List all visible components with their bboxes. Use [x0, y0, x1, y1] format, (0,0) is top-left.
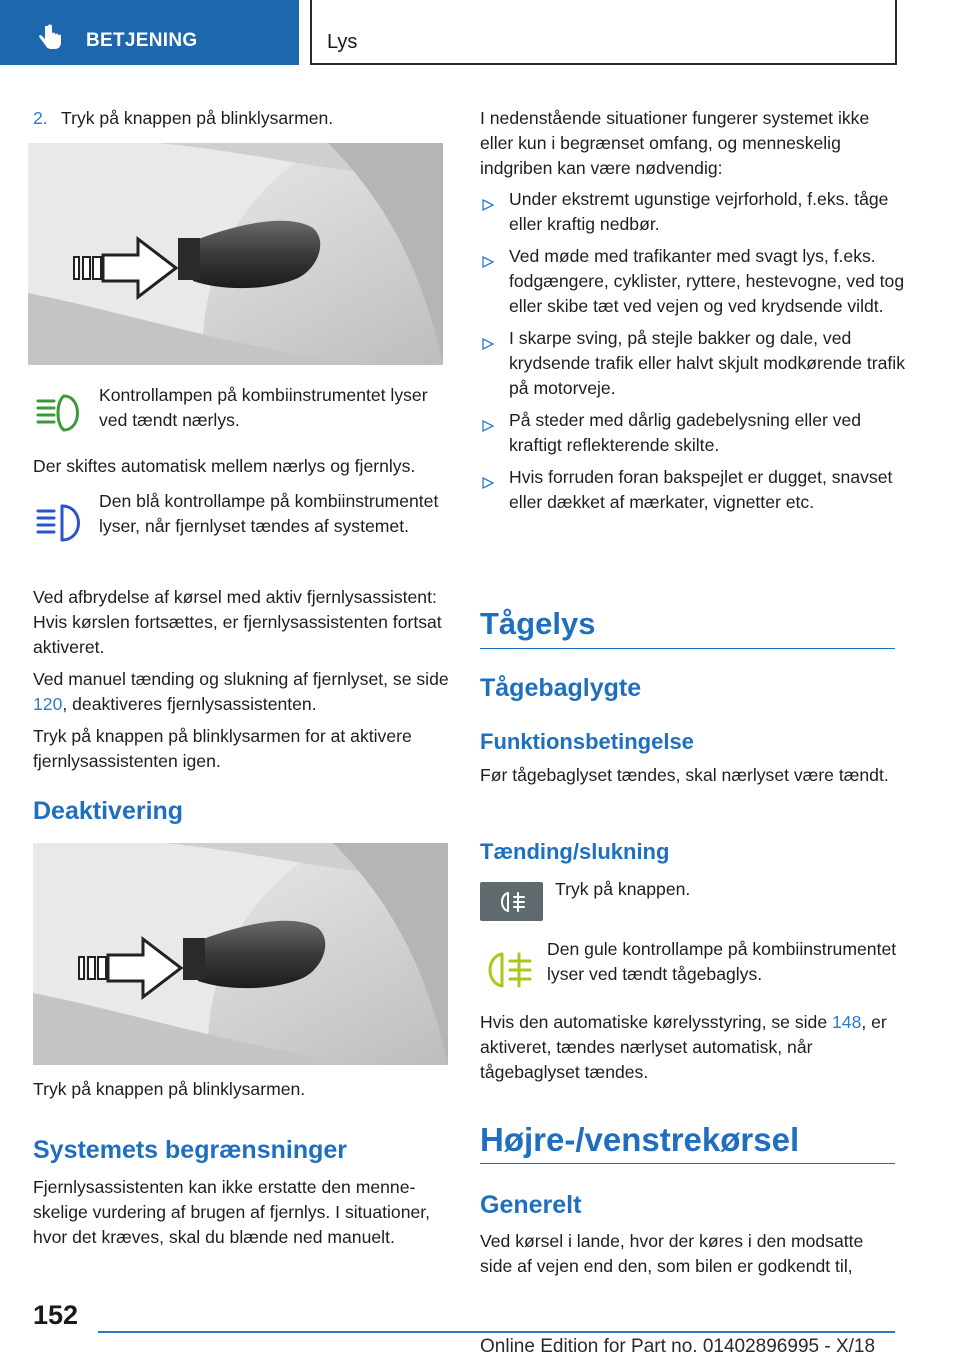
limitations-list	[480, 187, 910, 522]
list-item	[480, 465, 910, 515]
triangle-bullet-icon	[482, 414, 494, 439]
heading-rule	[480, 1163, 895, 1164]
page-number: 152	[33, 1300, 79, 1330]
high-beam-indicator-text: Den blå kontrollampe på kombiinstrumentet lyser, når fjernlyset tændes af systemet.	[99, 491, 439, 536]
footer-edition: Online Edition for Part no. 01402896995 - X/18	[480, 1336, 876, 1357]
section-tab[interactable]	[0, 0, 299, 65]
list-item-text: Ved møde med trafikanter med svagt lys, f.eks. fodgængere, cyklister, ryttere, hestevogne, ved tog eller skibe tæt ved vejen og ved krydsende vildt.	[509, 246, 905, 316]
list-item	[480, 187, 910, 237]
list-item-text: Hvis forruden foran bakspejlet er dugget, snavset eller dækket af mærkater, vignetter etc.	[509, 467, 893, 512]
list-item-text: På steder med dårlig gadebelysning eller ved kraftigt reflekterende skilte.	[509, 410, 862, 455]
chapter-header	[310, 0, 897, 65]
press-button-text: Tryk på knappen.	[555, 879, 691, 899]
list-item	[480, 326, 910, 401]
para-manual	[33, 667, 453, 717]
turn-signal-lever-photo	[28, 143, 443, 365]
caption-deaktivering: Tryk på knappen på blinklysarmen.	[33, 1079, 306, 1099]
hand-pointer-icon	[38, 24, 64, 57]
triangle-bullet-icon	[482, 471, 494, 496]
para-interrupt: Ved afbrydelse af kørsel med aktiv fjernlysassistent: Hvis kørslen fortsættes, er fjernlysassistenten fortsat aktiveret.	[33, 587, 442, 657]
rear-fog-light-button[interactable]	[480, 882, 543, 921]
triangle-bullet-icon	[482, 250, 494, 275]
turn-signal-lever-photo-2	[33, 843, 448, 1065]
para-funktion: Før tågebaglyset tændes, skal nærlyset være tændt.	[480, 765, 889, 785]
triangle-bullet-icon	[482, 193, 494, 218]
low-beam-indicator-icon	[36, 393, 86, 438]
heading-rule	[480, 648, 895, 649]
list-item-text: I skarpe sving, på stejle bakker og dale, ved krydsende trafik eller halvt skjult modkørende trafik på motorveje.	[509, 328, 906, 398]
para-auto-text-a: Hvis den automatiske kørelysstyring, se side	[480, 1012, 833, 1032]
para-limits: Fjernlysassistenten kan ikke erstatte den menneskelige vurdering af brugen af fjernlys. I situationer, hvor det kræves, skal du blænde ned manuelt.	[33, 1177, 431, 1247]
heading-taending: Tænding/slukning	[480, 839, 670, 864]
para-generelt: Ved kørsel i lande, hvor der køres i den modsatte side af vejen end den, som bilen er godkendt til,	[480, 1231, 864, 1276]
heading-funktionsbetingelse: Funktionsbetingelse	[480, 729, 694, 754]
chapter-title: Lys	[327, 31, 358, 53]
para-auto	[480, 1010, 900, 1085]
heading-deaktivering: Deaktivering	[33, 797, 184, 825]
page-link-120[interactable]: 120	[33, 694, 63, 714]
yellow-indicator-text: Den gule kontrollampe på kombiinstrumentet lyser ved tændt tågebaglys.	[547, 939, 897, 984]
section-label: BETJENING	[86, 30, 198, 51]
high-beam-indicator-icon	[36, 503, 86, 548]
step-2	[33, 106, 453, 131]
para-manual-text-b: , deaktiveres fjernlysassistenten.	[62, 694, 317, 714]
footer-rule	[98, 1331, 895, 1333]
heading-taagelys: Tågelys	[480, 606, 596, 641]
list-item	[480, 408, 910, 458]
heading-hoejre-venstre: Højre-/venstrekørsel	[480, 1121, 800, 1158]
heading-limits: Systemets begrænsninger	[33, 1136, 347, 1164]
para-auto-text-b: , er aktiveret, tændes nærlyset automatisk, når tågebaglyset tændes.	[480, 1012, 887, 1082]
page-link-148[interactable]: 148	[832, 1012, 862, 1032]
rear-fog-light-icon	[496, 890, 528, 919]
low-beam-indicator-text: Kontrollampen på kombiinstrumentet lyser ved tændt nærlys.	[99, 385, 428, 430]
para-reactivate: Tryk på knappen på blinklysarmen for at aktivere fjernlysassistenten igen.	[33, 726, 412, 771]
list-item	[480, 244, 910, 319]
para-manual-text-a: Ved manuel tænding og slukning af fjernlyset, se side	[33, 669, 449, 689]
step-number: 2.	[33, 108, 48, 128]
triangle-bullet-icon	[482, 332, 494, 357]
step-text: Tryk på knappen på blinklysarmen.	[61, 108, 334, 128]
heading-generelt: Generelt	[480, 1191, 582, 1219]
para-intro: I nedenstående situationer fungerer systemet ikke eller kun i begrænset omfang, og menneskelig indgriben kan være nødvendig:	[480, 108, 870, 178]
para-switch: Der skiftes automatisk mellem nærlys og fjernlys.	[33, 456, 416, 476]
list-item-text: Under ekstremt ugunstige vejrforhold, f.eks. tåge eller kraftig nedbør.	[509, 189, 889, 234]
heading-taagebaglygte: Tågebaglygte	[480, 674, 642, 702]
rear-fog-indicator-icon	[482, 951, 534, 994]
